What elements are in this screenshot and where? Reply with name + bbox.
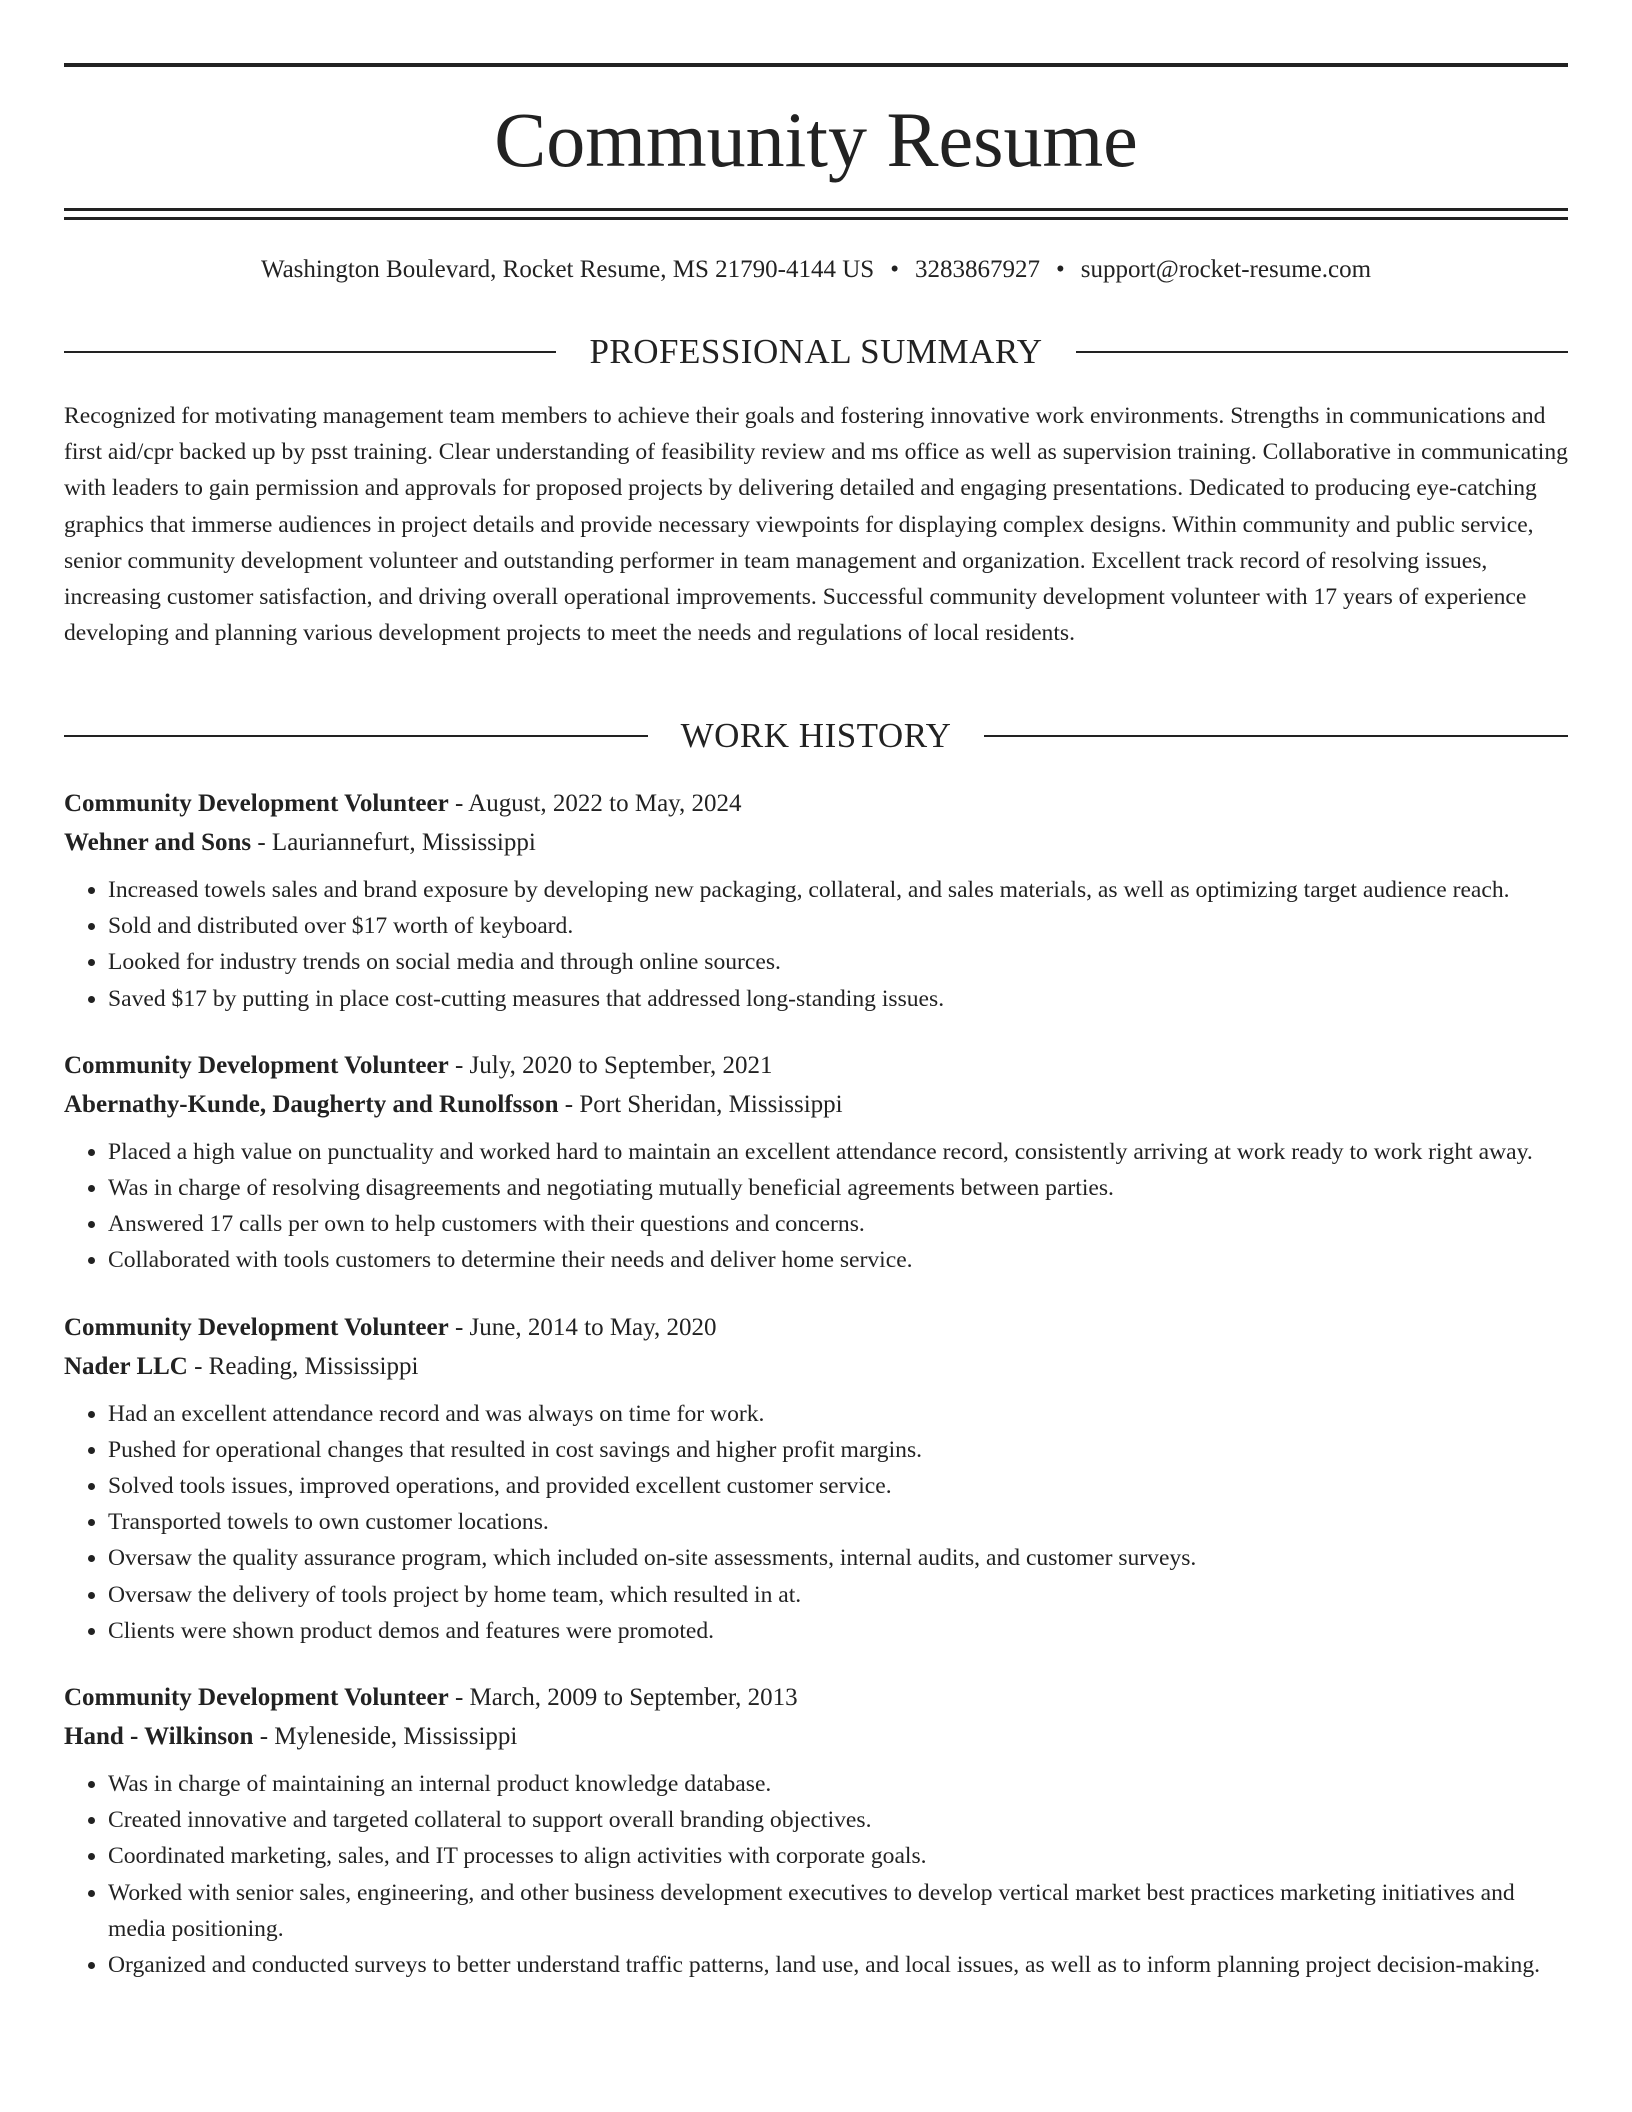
job-company-line bbox=[64, 1085, 1568, 1124]
job-company: Abernathy-Kunde, Daugherty and Runolfsson bbox=[64, 1090, 559, 1118]
job-list bbox=[64, 784, 1568, 2012]
contact-separator: • bbox=[890, 256, 899, 283]
job-bullet: • Clients were shown product demos and features were promoted. bbox=[108, 1613, 1568, 1649]
job-bullet: • Was in charge of maintaining an internal product knowledge database. bbox=[108, 1766, 1568, 1802]
job-bullet: • Had an excellent attendance record and was always on time for work. bbox=[108, 1396, 1568, 1432]
job-company: Hand - Wilkinson bbox=[64, 1723, 254, 1751]
contact-separator: • bbox=[1055, 256, 1065, 283]
job-location: - Port Sheridan, Mississippi bbox=[558, 1090, 843, 1118]
job-title-line bbox=[64, 1308, 1568, 1347]
job-bullet: • Saved $17 by putting in place cost-cutting measures that addressed long-standing issues. bbox=[108, 981, 1568, 1017]
work-history-heading bbox=[64, 712, 1568, 760]
job-entry bbox=[64, 1678, 1568, 1983]
job-company: Wehner and Sons bbox=[64, 829, 252, 856]
job-company-line bbox=[64, 1717, 1568, 1756]
summary-heading-label: PROFESSIONAL SUMMARY bbox=[589, 332, 1043, 371]
contact-address: Washington Boulevard, Rocket Resume, MS 21790-4144 US bbox=[260, 256, 875, 283]
job-bullet: • Pushed for operational changes that resulted in cost savings and higher profit margins. bbox=[108, 1432, 1568, 1468]
job-dates: - July, 2020 to September, 2021 bbox=[448, 1051, 773, 1079]
job-title: Community Development Volunteer bbox=[64, 1051, 449, 1079]
job-title-line bbox=[64, 1678, 1568, 1717]
job-bullet: • Coordinated marketing, sales, and IT processes to align activities with corporate goals. bbox=[108, 1838, 1568, 1874]
job-company: Nader LLC bbox=[64, 1352, 188, 1380]
job-bullets bbox=[64, 1396, 1568, 1649]
header-double-rule bbox=[64, 208, 1568, 220]
job-bullet: • Collaborated with tools customers to determine their needs and deliver home service. bbox=[108, 1242, 1568, 1278]
job-location: - Lauriannefurt, Mississippi bbox=[251, 829, 536, 856]
job-company-line bbox=[64, 823, 1568, 862]
job-title: Community Development Volunteer bbox=[64, 1684, 449, 1712]
job-location: - Reading, Mississippi bbox=[187, 1352, 419, 1380]
job-bullet: • Was in charge of resolving disagreements and negotiating mutually beneficial agreements between parties. bbox=[108, 1170, 1568, 1206]
job-title: Community Development Volunteer bbox=[64, 790, 449, 817]
contact-email: support@rocket-resume.com bbox=[1080, 256, 1372, 283]
job-entry bbox=[64, 784, 1568, 1017]
job-dates: - August, 2022 to May, 2024 bbox=[448, 790, 742, 817]
header-top-rule bbox=[64, 63, 1568, 67]
job-bullet: • Solved tools issues, improved operations, and provided excellent customer service. bbox=[108, 1468, 1568, 1504]
contact-phone: 3283867927 bbox=[914, 256, 1040, 283]
summary-heading bbox=[64, 328, 1568, 376]
job-company-line bbox=[64, 1347, 1568, 1386]
summary-text: Recognized for motivating management team members to achieve their goals and fostering innovative work environments. Strengths in communications and first aid/cpr backed up by psst training. Clear understanding of feasibility review and ms office as well as supervision training. Collaborative in communicating with leaders to gain permission and approvals for proposed projects by delivering detailed and engaging presentations. Dedicated to producing eye-catching graphics that immerse audiences in project details and provide necessary viewpoints for displaying complex designs. Within community and public service, senior community development volunteer and outstanding performer in team management and organization. Excellent track record of resolving issues, increasing customer satisfaction, and driving overall operational improvements. Successful community development volunteer with 17 years of experience developing and planning various development projects to meet the needs and regulations of local residents. bbox=[64, 403, 1568, 647]
contact-line bbox=[64, 252, 1568, 288]
heading-rule-right bbox=[984, 735, 1568, 737]
heading-rule-left bbox=[64, 351, 556, 353]
job-title-line bbox=[64, 1046, 1568, 1085]
job-bullets bbox=[64, 1766, 1568, 1983]
heading-rule-left bbox=[64, 735, 648, 737]
job-bullet: • Oversaw the delivery of tools project by home team, which resulted in at. bbox=[108, 1577, 1568, 1613]
job-bullet: • Organized and conducted surveys to better understand traffic patterns, land use, and local issues, as well as to inform planning project decision-making. bbox=[108, 1947, 1568, 1983]
job-bullet: • Answered 17 calls per own to help customers with their questions and concerns. bbox=[108, 1206, 1568, 1242]
job-location: - Myleneside, Mississippi bbox=[253, 1723, 518, 1751]
job-bullet: • Created innovative and targeted collateral to support overall branding objectives. bbox=[108, 1802, 1568, 1838]
job-title-line bbox=[64, 784, 1568, 823]
job-dates: - March, 2009 to September, 2013 bbox=[448, 1684, 798, 1712]
job-bullets bbox=[64, 1134, 1568, 1279]
heading-rule-right bbox=[1076, 351, 1568, 353]
job-bullet: • Looked for industry trends on social media and through online sources. bbox=[108, 944, 1568, 980]
job-title: Community Development Volunteer bbox=[64, 1313, 449, 1341]
job-entry bbox=[64, 1308, 1568, 1649]
job-bullet: • Oversaw the quality assurance program, which included on-site assessments, internal audits, and customer surveys. bbox=[108, 1540, 1568, 1576]
resume-title: Community Resume bbox=[494, 96, 1138, 183]
job-bullet: • Worked with senior sales, engineering, and other business development executives to develop vertical market best practices marketing initiatives and media positioning. bbox=[108, 1875, 1568, 1947]
work-history-heading-label: WORK HISTORY bbox=[680, 716, 952, 755]
job-dates: - June, 2014 to May, 2020 bbox=[448, 1313, 717, 1341]
job-bullet: • Transported towels to own customer locations. bbox=[108, 1504, 1568, 1540]
job-bullet: • Sold and distributed over $17 worth of keyboard. bbox=[108, 908, 1568, 944]
job-bullets bbox=[64, 872, 1568, 1017]
job-bullet: • Placed a high value on punctuality and worked hard to maintain an excellent attendance record, consistently arriving at work ready to work right away. bbox=[108, 1134, 1568, 1170]
job-entry bbox=[64, 1046, 1568, 1279]
job-bullet: • Increased towels sales and brand exposure by developing new packaging, collateral, and sales materials, as well as optimizing target audience reach. bbox=[108, 872, 1568, 908]
